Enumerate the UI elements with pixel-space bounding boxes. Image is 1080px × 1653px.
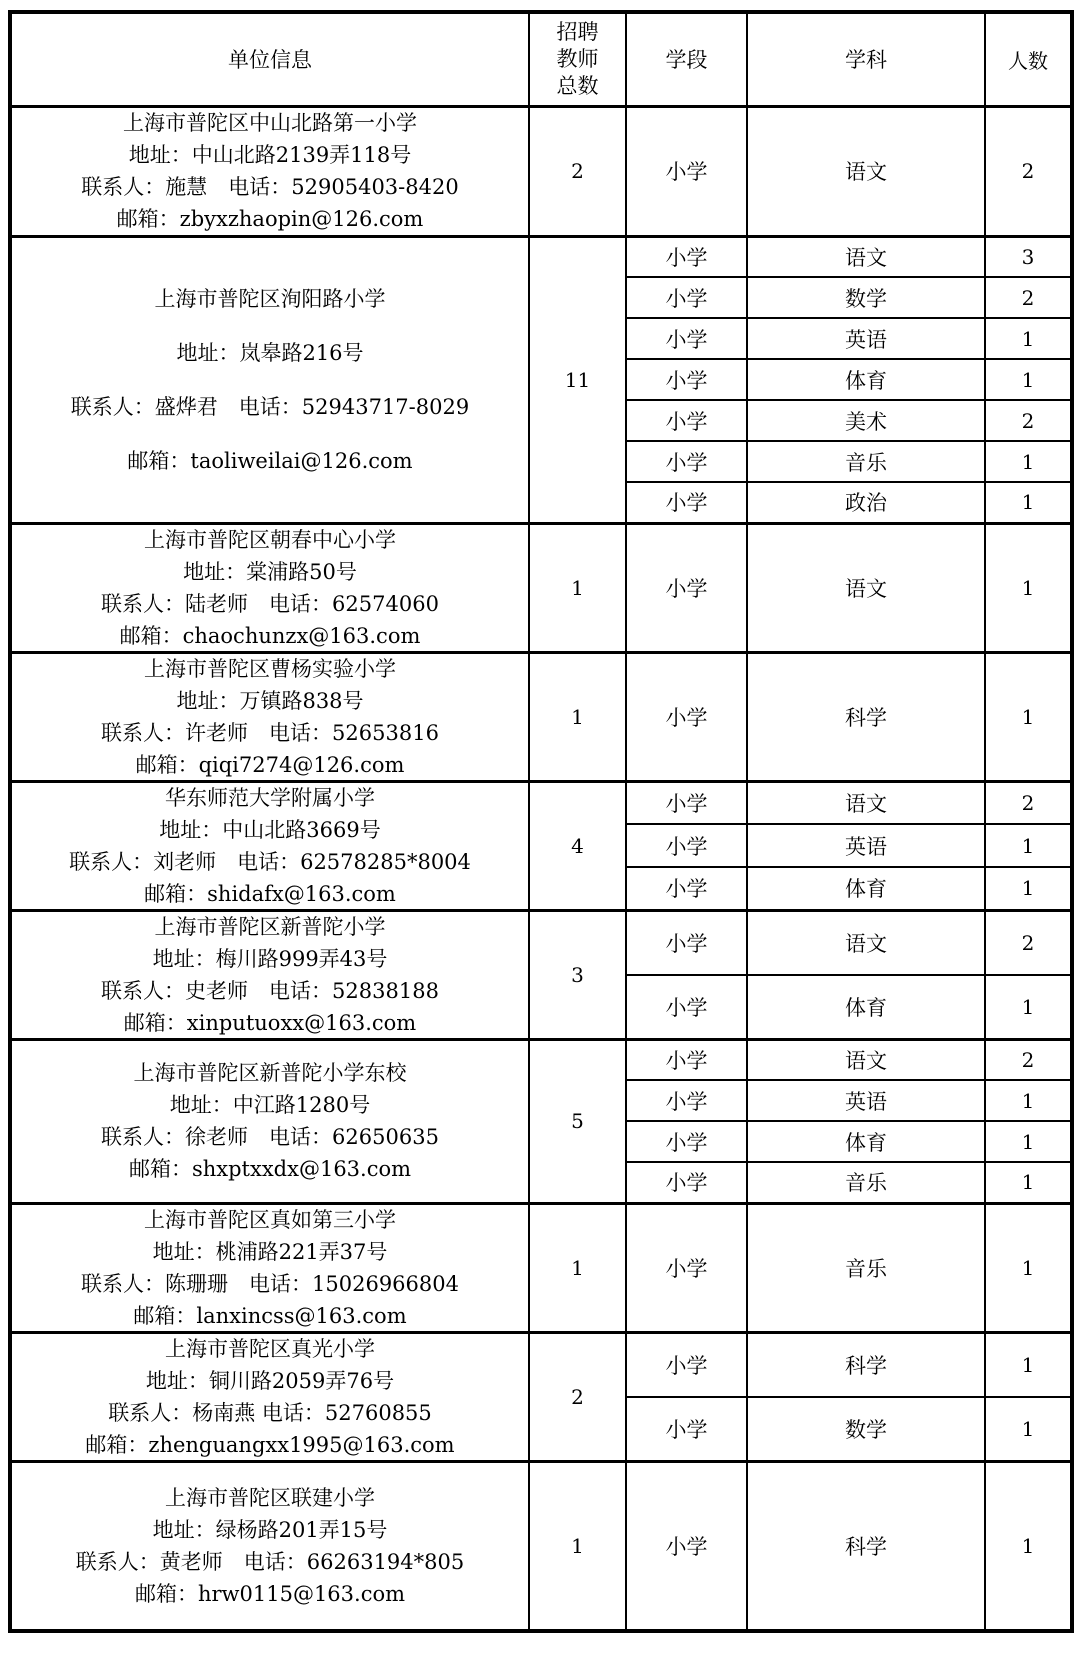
subject-cell: 科学 [747,1332,985,1397]
school-address: 地址：绿杨路201弄15号 [152,1517,388,1542]
school-name: 上海市普陀区中山北路第一小学 [123,111,417,135]
header-subject: 学科 [747,12,985,106]
table-row [10,1039,1072,1080]
count-cell: 1 [985,441,1072,482]
school-name: 上海市普陀区真光小学 [165,1336,375,1361]
unit-info-cell [10,1332,529,1461]
stage-cell: 小学 [626,1461,747,1631]
school-name: 上海市普陀区曹杨实验小学 [144,656,396,681]
unit-info-cell [10,1461,529,1631]
count-cell: 2 [985,1039,1072,1080]
count-cell: 1 [985,1121,1072,1162]
unit-info-cell [10,1039,529,1203]
stage-cell: 小学 [626,1121,747,1162]
subject-cell: 语文 [747,1039,985,1080]
subject-cell: 语文 [747,106,985,236]
count-cell: 1 [985,1080,1072,1121]
school-address: 地址：棠浦路50号 [183,559,357,584]
stage-cell: 小学 [626,1039,747,1080]
school-name: 上海市普陀区洵阳路小学 [154,286,386,311]
school-contact: 联系人：陈珊珊 电话：15026966804 [81,1271,459,1296]
count-cell: 1 [985,652,1072,781]
school-name: 上海市普陀区新普陀小学东校 [133,1061,407,1085]
stage-cell: 小学 [626,482,747,523]
school-address: 地址：中山北路2139弄118号 [128,143,412,167]
stage-cell: 小学 [626,441,747,482]
table-row [10,1203,1072,1332]
header-row [10,12,1072,106]
subject-cell: 体育 [747,975,985,1040]
school-email: 邮箱：xinputuoxx@163.com [123,1010,417,1035]
table-row [10,106,1072,236]
unit-info-cell [10,236,529,523]
total-cell: 1 [529,523,626,652]
unit-info [12,108,528,234]
school-address: 地址：岚皋路216号 [176,340,364,365]
school-email: 邮箱：qiqi7274@126.com [135,752,405,777]
stage-cell: 小学 [626,1080,747,1121]
school-contact: 联系人：盛烨君 电话：52943717-8029 [70,394,470,419]
unit-info [12,1483,528,1609]
school-email: 邮箱：shidafx@163.com [144,881,396,906]
total-cell: 3 [529,910,626,1039]
subject-cell: 音乐 [747,441,985,482]
school-email: 邮箱：lanxincss@163.com [133,1303,407,1328]
count-cell: 1 [985,359,1072,400]
table-row [10,236,1072,277]
unit-info [12,1058,528,1184]
total-cell: 2 [529,1332,626,1461]
school-contact: 联系人：徐老师 电话：62650635 [101,1125,439,1149]
count-cell: 1 [985,1162,1072,1203]
school-contact: 联系人：陆老师 电话：62574060 [101,591,439,616]
stage-cell: 小学 [626,781,747,824]
header-count: 人数 [985,12,1072,106]
unit-info-cell [10,910,529,1039]
stage-cell: 小学 [626,236,747,277]
subject-cell: 数学 [747,1397,985,1462]
school-contact: 联系人：施慧 电话：52905403-8420 [81,175,459,199]
subject-cell: 美术 [747,400,985,441]
school-contact: 联系人：杨南燕 电话：52760855 [108,1400,432,1425]
count-cell: 1 [985,523,1072,652]
school-address: 地址：中山北路3669号 [159,817,381,842]
count-cell: 2 [985,106,1072,236]
school-address: 地址：桃浦路221弄37号 [152,1239,388,1264]
unit-info [12,284,528,476]
table-row [10,1332,1072,1397]
subject-cell: 体育 [747,1121,985,1162]
subject-cell: 英语 [747,1080,985,1121]
count-cell: 1 [985,867,1072,910]
count-cell: 1 [985,1461,1072,1631]
school-name: 上海市普陀区新普陀小学 [154,914,386,939]
unit-info [12,912,528,1038]
total-cell: 1 [529,1203,626,1332]
table-row [10,781,1072,824]
count-cell: 2 [985,400,1072,441]
unit-info [12,654,528,780]
stage-cell: 小学 [626,106,747,236]
stage-cell: 小学 [626,400,747,441]
subject-cell: 语文 [747,523,985,652]
unit-info [12,1205,528,1331]
count-cell: 2 [985,277,1072,318]
total-cell: 1 [529,1461,626,1631]
stage-cell: 小学 [626,867,747,910]
total-cell: 11 [529,236,626,523]
subject-cell: 英语 [747,318,985,359]
school-name: 上海市普陀区朝春中心小学 [144,527,396,552]
unit-info-cell [10,106,529,236]
unit-info-cell [10,523,529,652]
school-address: 地址：中江路1280号 [169,1093,371,1117]
stage-cell: 小学 [626,1332,747,1397]
total-cell: 4 [529,781,626,910]
school-email: 邮箱：zhenguangxx1995@163.com [85,1432,455,1457]
unit-info [12,525,528,651]
school-contact: 联系人：史老师 电话：52838188 [101,978,439,1003]
unit-info [12,1334,528,1460]
total-cell: 2 [529,106,626,236]
school-address: 地址：铜川路2059弄76号 [145,1368,395,1393]
stage-cell: 小学 [626,975,747,1040]
count-cell: 1 [985,1397,1072,1462]
header-total-line1: 招聘 [556,19,599,44]
table-row [10,652,1072,781]
subject-cell: 数学 [747,277,985,318]
school-email: 邮箱：taoliweilai@126.com [127,448,413,473]
unit-info [12,783,528,909]
total-cell: 5 [529,1039,626,1203]
count-cell: 1 [985,1332,1072,1397]
unit-info-cell [10,781,529,910]
school-contact: 联系人：黄老师 电话：66263194*805 [75,1549,465,1574]
stage-cell: 小学 [626,318,747,359]
subject-cell: 科学 [747,652,985,781]
count-cell: 1 [985,1203,1072,1332]
header-stage: 学段 [626,12,747,106]
recruitment-table [8,10,1074,1633]
count-cell: 3 [985,236,1072,277]
table-row [10,1461,1072,1631]
table-row [10,910,1072,975]
school-address: 地址：梅川路999弄43号 [152,946,388,971]
unit-info-cell [10,652,529,781]
count-cell: 1 [985,482,1072,523]
school-email: 邮箱：hrw0115@163.com [134,1581,406,1606]
subject-cell: 音乐 [747,1162,985,1203]
stage-cell: 小学 [626,523,747,652]
school-email: 邮箱：chaochunzx@163.com [119,623,421,648]
stage-cell: 小学 [626,1162,747,1203]
header-total-lines [530,19,625,100]
school-address: 地址：万镇路838号 [176,688,364,713]
subject-cell: 语文 [747,781,985,824]
header-unit-info: 单位信息 [10,12,529,106]
header-total [529,12,626,106]
subject-cell: 体育 [747,867,985,910]
stage-cell: 小学 [626,1397,747,1462]
stage-cell: 小学 [626,652,747,781]
subject-cell: 英语 [747,824,985,867]
header-total-line3: 总数 [556,73,599,98]
subject-cell: 语文 [747,236,985,277]
subject-cell: 音乐 [747,1203,985,1332]
count-cell: 2 [985,781,1072,824]
unit-info-cell [10,1203,529,1332]
school-contact: 联系人：刘老师 电话：62578285*8004 [69,849,471,874]
count-cell: 1 [985,975,1072,1040]
stage-cell: 小学 [626,1203,747,1332]
school-email: 邮箱：zbyxzhaopin@126.com [116,207,424,231]
school-contact: 联系人：许老师 电话：52653816 [101,720,439,745]
school-name: 华东师范大学附属小学 [165,785,375,810]
subject-cell: 科学 [747,1461,985,1631]
subject-cell: 政治 [747,482,985,523]
subject-cell: 语文 [747,910,985,975]
total-cell: 1 [529,652,626,781]
header-total-line2: 教师 [556,46,599,71]
count-cell: 1 [985,318,1072,359]
stage-cell: 小学 [626,277,747,318]
stage-cell: 小学 [626,359,747,400]
table-row [10,523,1072,652]
school-name: 上海市普陀区真如第三小学 [144,1207,396,1232]
subject-cell: 体育 [747,359,985,400]
school-name: 上海市普陀区联建小学 [165,1485,375,1510]
school-email: 邮箱：shxptxxdx@163.com [128,1157,412,1181]
count-cell: 2 [985,910,1072,975]
count-cell: 1 [985,824,1072,867]
stage-cell: 小学 [626,824,747,867]
stage-cell: 小学 [626,910,747,975]
